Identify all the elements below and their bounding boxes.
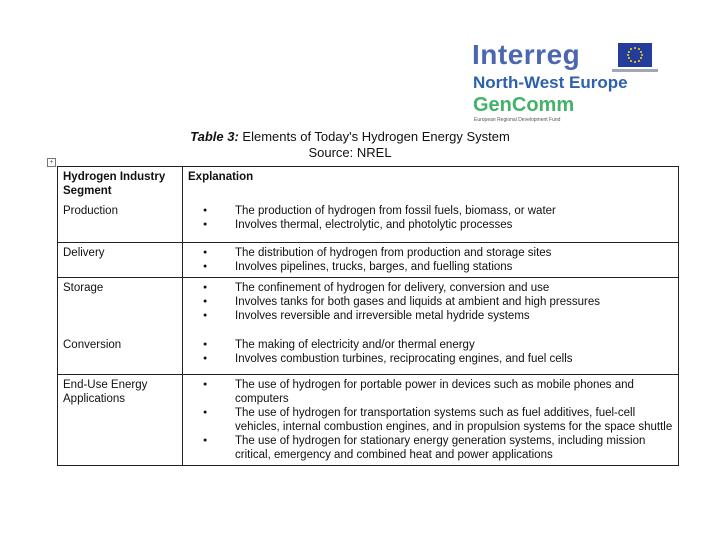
list-item: ● The use of hydrogen for portable power in devices such as mobile phones and computers — [188, 378, 673, 406]
hydrogen-system-table — [57, 166, 679, 466]
bullet-list — [188, 378, 673, 462]
bullet-list — [188, 338, 673, 366]
header-explanation: Explanation — [183, 167, 679, 202]
table-title-label: Table 3: — [190, 129, 239, 144]
explanation-cell — [183, 335, 679, 375]
list-item: ● The use of hydrogen for stationary energy generation systems, including mission critical, emergency and combined heat and power applications — [188, 434, 673, 462]
table-source: Source: NREL — [308, 145, 392, 160]
list-item: ● Involves pipelines, trucks, barges, and fuelling stations — [188, 260, 673, 274]
logo-project: GenComm — [473, 94, 575, 116]
table-row — [58, 375, 679, 466]
list-item: ● The making of electricity and/or thermal energy — [188, 338, 673, 352]
table-row — [58, 278, 679, 336]
interreg-logo — [472, 40, 672, 124]
header-segment: Hydrogen Industry Segment — [58, 167, 183, 202]
eu-flag-caption — [612, 69, 658, 72]
explanation-cell — [183, 201, 679, 243]
explanation-cell — [183, 243, 679, 278]
table-row — [58, 335, 679, 375]
table-row — [58, 201, 679, 243]
list-item: ● The confinement of hydrogen for delivery, conversion and use — [188, 281, 673, 295]
list-item: ● The production of hydrogen from fossil fuels, biomass, or water — [188, 204, 673, 218]
table-title-text: Elements of Today's Hydrogen Energy System — [238, 129, 510, 144]
logo-region: North-West Europe — [473, 73, 628, 92]
explanation-cell — [183, 278, 679, 336]
logo-fund-text: European Regional Development Fund — [474, 117, 561, 123]
bullet-list — [188, 246, 673, 274]
segment-cell: Production — [58, 201, 183, 243]
table-title — [0, 129, 700, 144]
list-item: ● Involves thermal, electrolytic, and photolytic processes — [188, 218, 673, 232]
explanation-cell — [183, 375, 679, 466]
segment-cell: End-Use Energy Applications — [58, 375, 183, 466]
list-item: ● The distribution of hydrogen from production and storage sites — [188, 246, 673, 260]
bullet-list — [188, 281, 673, 323]
table-anchor-icon[interactable]: + — [47, 158, 56, 167]
table-row — [58, 243, 679, 278]
segment-cell: Storage — [58, 278, 183, 336]
table-header-row — [58, 167, 679, 202]
list-item: ● Involves combustion turbines, reciprocating engines, and fuel cells — [188, 352, 673, 366]
segment-cell: Conversion — [58, 335, 183, 375]
logo-wordmark: Interreg — [472, 39, 581, 70]
list-item: ● Involves tanks for both gases and liquids at ambient and high pressures — [188, 295, 673, 309]
list-item: ● Involves reversible and irreversible metal hydride systems — [188, 309, 673, 323]
segment-cell: Delivery — [58, 243, 183, 278]
list-item: ● The use of hydrogen for transportation systems such as fuel additives, fuel-cell vehicles, internal combustion engines, and in propulsion systems for the space shuttle — [188, 406, 673, 434]
eu-flag-icon — [618, 43, 652, 67]
bullet-list — [188, 204, 673, 232]
